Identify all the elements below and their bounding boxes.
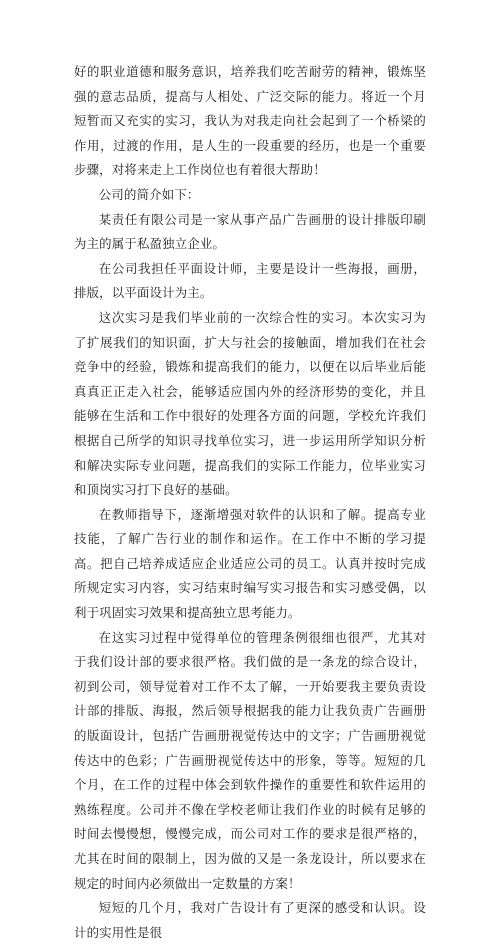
paragraph-role: 在公司我担任平面设计师，主要是设计一些海报，画册，排版，以平面设计为主。: [74, 260, 426, 301]
paragraph-internship-process: 在这实习过程中觉得单位的管理条例很细也很严，尤其对于我们设计部的要求很严格。我们做的是一条龙的综合设计，初到公司，领导觉着对工作不太了解，一开始要我主要负责设计部的排版、海报，然后领导根据我的能力让我负责广告画册的版面设计，包括广告画册视觉传达中的文字；广告画册视觉传达中的色彩；广告画册视觉传达中的形象，等等。短短的几个月，在工作的过程中体会到软件操作的重要性和软件运用的熟练程度。公司并不像在学校老师让我们作业的时候有足够的时间去慢慢想，慢慢完成，而公司对工作的要求是很严格的，尤其在时间的限制上，因为做的又是一条龙设计，所以要求在规定的时间内必须做出一定数量的方案！: [74, 629, 426, 891]
paragraph-teacher-guidance: 在教师指导下，逐渐增强对软件的认识和了解。提高专业技能，了解广告行业的制作和运作。在工作中不断的学习提高。把自己培养成适应企业适应公司的员工。认真并按时完成所规定实习内容，实习结束时编写实习报告和实习感受偶，以利于巩固实习效果和提高独立思考能力。: [74, 506, 426, 621]
paragraph-reflection: 短短的几个月，我对广告设计有了更深的感受和认识。设计的实用性是很: [74, 900, 426, 940]
paragraph-internship-purpose: 这次实习是我们毕业前的一次综合性的实习。本次实习为了扩展我们的知识面，扩大与社会的接触面，增加我们在社会竞争中的经验，锻炼和提高我们的能力，以便在以后毕业后能真真正正走入社会，能够适应国内外的经济形势的变化，并且能够在生活和工作中很好的处理各方面的问题，学校允许我们根据自己所学的知识寻找单位实习，进一步运用所学知识分析和解决实际专业问题，提高我们的实际工作能力，位毕业实习和顶岗实习打下良好的基础。: [74, 309, 426, 498]
paragraph-company-description: 某责任有限公司是一家从事产品广告画册的设计排版印刷为主的属于私盈独立企业。: [74, 211, 426, 252]
paragraph-intro-continued: 好的职业道德和服务意识，培养我们吃苦耐劳的精神，锻炼坚强的意志品质，提高与人相处、广泛交际的能力。将近一个月短暂而又充实的实习，我认为对我走向社会起到了一个桥梁的作用，过渡的作用，是人生的一段重要的经历，也是一个重要步骤，对将来走上工作岗位也有着很大帮助！: [74, 64, 426, 178]
paragraph-company-intro-heading: 公司的简介如下：: [98, 186, 200, 202]
